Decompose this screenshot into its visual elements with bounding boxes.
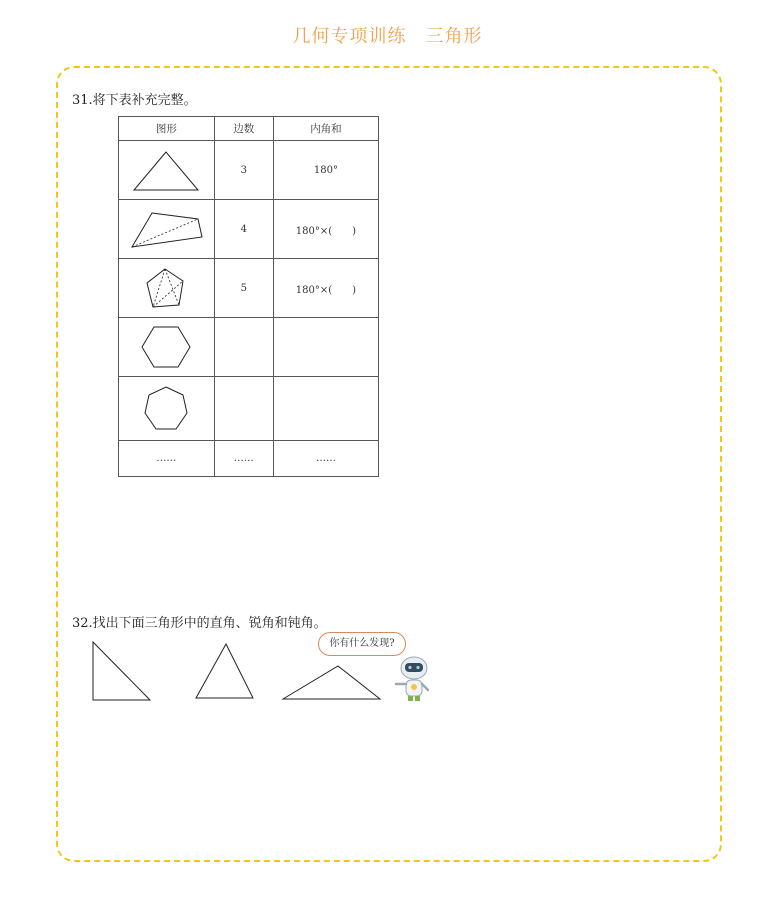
ellipsis-cell: …… [273, 441, 378, 477]
ellipsis-cell: …… [119, 441, 215, 477]
right-triangle [93, 642, 150, 700]
acute-triangle [196, 644, 253, 698]
angle-sum-cell: 180°×( ) [273, 259, 378, 318]
obtuse-triangle [283, 666, 380, 699]
polygon-angle-table [118, 116, 379, 477]
header-sides: 边数 [214, 117, 273, 141]
table-row [119, 141, 379, 200]
header-angle-sum: 内角和 [273, 117, 378, 141]
table-row [119, 318, 379, 377]
speech-bubble: 你有什么发现? [318, 632, 406, 656]
table-row [119, 441, 379, 477]
angle-sum-cell [273, 318, 378, 377]
robot-icon [392, 654, 434, 702]
triangle-icon [119, 141, 215, 200]
table-header-row [119, 117, 379, 141]
angle-sum-cell: 180°×( ) [273, 200, 378, 259]
hexagon-icon [119, 318, 215, 377]
heptagon-icon [119, 377, 215, 441]
ellipsis-cell: …… [214, 441, 273, 477]
sides-cell [214, 377, 273, 441]
sides-cell [214, 318, 273, 377]
sides-cell: 4 [214, 200, 273, 259]
table-row [119, 377, 379, 441]
table-row [119, 259, 379, 318]
header-shape: 图形 [119, 117, 215, 141]
angle-sum-cell: 180° [273, 141, 378, 200]
angle-sum-cell [273, 377, 378, 441]
quadrilateral-icon [119, 200, 215, 259]
sides-cell: 5 [214, 259, 273, 318]
table-row [119, 200, 379, 259]
question-32-prompt: 32.找出下面三角形中的直角、锐角和钝角。 [72, 616, 327, 631]
page-title: 几何专项训练 三角形 [292, 26, 483, 47]
sides-cell: 3 [214, 141, 273, 200]
question-31-prompt: 31.将下表补充完整。 [72, 93, 197, 108]
pentagon-icon [119, 259, 215, 318]
